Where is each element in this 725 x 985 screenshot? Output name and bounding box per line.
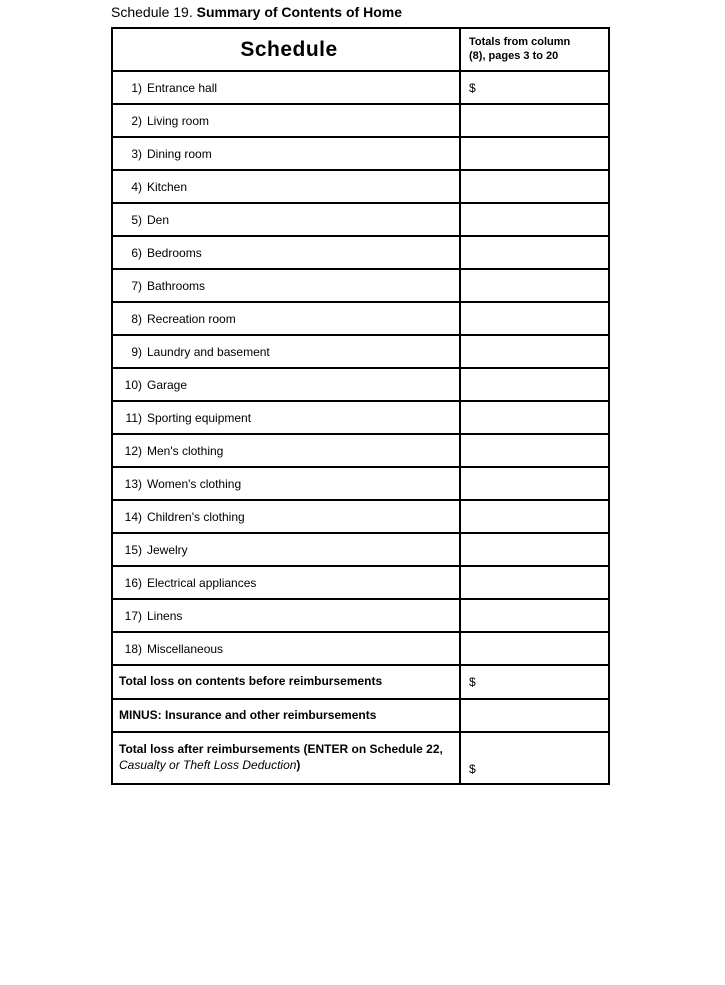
row-value-cell xyxy=(459,534,608,565)
header-totals-line2: (8), pages 3 to 20 xyxy=(469,49,559,62)
table-row-garage xyxy=(113,367,608,400)
header-schedule-cell xyxy=(113,29,459,70)
row-label: Sporting equipment xyxy=(147,410,252,425)
row-value-cell xyxy=(459,700,608,731)
row-number: 2) xyxy=(131,113,142,128)
row-value-cell xyxy=(459,633,608,664)
row-label: Dining room xyxy=(147,146,212,161)
table-row-bathrooms xyxy=(113,268,608,301)
table-row-den xyxy=(113,202,608,235)
page-title-prefix: Schedule 19. xyxy=(111,4,197,20)
table-header-row xyxy=(113,29,608,70)
table-row-sporting-equipment xyxy=(113,400,608,433)
row-number: 13) xyxy=(124,476,142,491)
table-row-living-room xyxy=(113,103,608,136)
row-value-cell xyxy=(459,204,608,235)
row-label: Living room xyxy=(147,113,210,128)
row-value-cell xyxy=(459,501,608,532)
contents-summary-table xyxy=(111,27,610,785)
row-value-cell xyxy=(459,733,608,783)
row-number: 7) xyxy=(131,278,142,293)
table-row-mens-clothing xyxy=(113,433,608,466)
table-row-bedrooms xyxy=(113,235,608,268)
row-number: 1) xyxy=(131,80,142,95)
page-title-main: Summary of Contents of Home xyxy=(196,4,402,20)
row-value-cell xyxy=(459,468,608,499)
row-number: 18) xyxy=(124,641,142,656)
row-label: Children's clothing xyxy=(147,509,245,524)
row-label: Linens xyxy=(147,608,183,623)
row-number: 12) xyxy=(124,443,142,458)
header-totals-line1: Totals from column xyxy=(469,35,571,48)
row-number: 5) xyxy=(131,212,142,227)
row-value-cell xyxy=(459,105,608,136)
row-value-cell xyxy=(459,402,608,433)
total-after-label: Total loss after reimbursements (ENTER on Schedule 22, Casualty or Theft Loss Deduction) xyxy=(119,742,443,772)
row-number: 3) xyxy=(131,146,142,161)
row-value-cell xyxy=(459,666,608,698)
row-label: Bedrooms xyxy=(147,245,202,260)
table-row-linens xyxy=(113,598,608,631)
row-value-cell xyxy=(459,435,608,466)
table-row-entrance-hall xyxy=(113,70,608,103)
row-value-cell xyxy=(459,369,608,400)
table-row-miscellaneous xyxy=(113,631,608,664)
row-label: Recreation room xyxy=(147,311,236,326)
table-row-jewelry xyxy=(113,532,608,565)
table-row-laundry-basement xyxy=(113,334,608,367)
row-value-cell xyxy=(459,171,608,202)
row-label: Electrical appliances xyxy=(147,575,257,590)
row-label: Jewelry xyxy=(147,542,188,557)
row-value-cell xyxy=(459,138,608,169)
table-row-electrical-appliances xyxy=(113,565,608,598)
table-row-womens-clothing xyxy=(113,466,608,499)
dollar-sign: $ xyxy=(469,762,476,776)
row-label: Men's clothing xyxy=(147,443,224,458)
table-row-kitchen xyxy=(113,169,608,202)
row-label: Den xyxy=(147,212,170,227)
row-label: Kitchen xyxy=(147,179,188,194)
row-value-cell xyxy=(459,270,608,301)
table-row-dining-room xyxy=(113,136,608,169)
row-value-cell xyxy=(459,72,608,103)
row-value-cell xyxy=(459,303,608,334)
row-label: Bathrooms xyxy=(147,278,206,293)
row-number: 6) xyxy=(131,245,142,260)
row-number: 11) xyxy=(125,410,142,425)
dollar-sign: $ xyxy=(469,80,476,95)
total-loss-before-row xyxy=(113,664,608,698)
table-row-recreation-room xyxy=(113,301,608,334)
header-totals-cell xyxy=(459,29,608,70)
row-number: 8) xyxy=(131,311,142,326)
minus-insurance-label: MINUS: Insurance and other reimbursements xyxy=(119,707,377,722)
dollar-sign: $ xyxy=(469,675,476,689)
minus-insurance-row xyxy=(113,698,608,731)
row-number: 10) xyxy=(124,377,142,392)
row-label: Garage xyxy=(147,377,188,392)
row-label: Entrance hall xyxy=(147,80,218,95)
row-value-cell xyxy=(459,237,608,268)
total-before-label: Total loss on contents before reimbursements xyxy=(119,674,383,689)
row-number: 14) xyxy=(124,509,142,524)
row-label: Miscellaneous xyxy=(147,641,224,656)
row-value-cell xyxy=(459,600,608,631)
row-label: Women's clothing xyxy=(147,476,242,491)
row-value-cell xyxy=(459,567,608,598)
schedule-22-reference: Casualty or Theft Loss Deduction xyxy=(119,758,297,772)
row-label: Laundry and basement xyxy=(147,344,270,359)
row-number: 16) xyxy=(124,575,142,590)
row-number: 9) xyxy=(131,344,142,359)
header-schedule-label: Schedule xyxy=(240,37,338,61)
row-value-cell xyxy=(459,336,608,367)
page-title xyxy=(111,4,402,20)
total-loss-after-row xyxy=(113,731,608,783)
row-number: 17) xyxy=(124,608,142,623)
table-row-childrens-clothing xyxy=(113,499,608,532)
row-number: 15) xyxy=(124,542,142,557)
row-number: 4) xyxy=(131,179,142,194)
